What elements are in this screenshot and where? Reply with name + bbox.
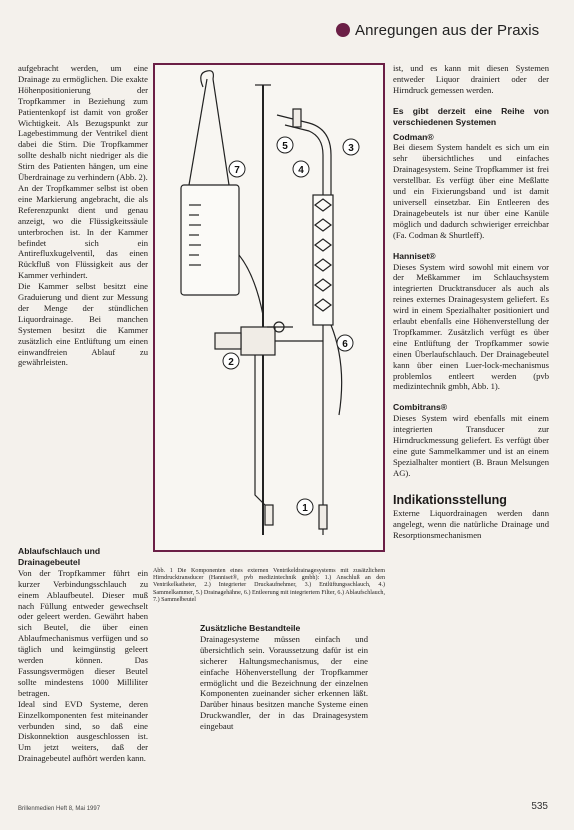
label-7: 7 [234,165,240,176]
paragraph: Bei diesem System handelt es sich um ein sehr übersichtliches und einfaches Drainagesystem. Seine Tropfkammer ist frei verstellbar. Es verfügt über eine Meßlatte und ein Fixierungsband und ist damit universell einsetzbar. Ein Entleeren des Drainagebeutels ist nur über eine Kanüle möglich und dadurch schwieriger erreichbar (Fa. Codman & Shurtleff). [393,142,549,240]
paragraph: Von der Tropfkammer führt ein kurzer Verbindungsschlauch zu einem Ablaufbeutel. Dieser muß nach Füllung entweder gewechselt oder geleert werden. Gewährt haben sich Beutel, die über einen Ablaufmechanismus verfügen und so täglich und keimgünstig geleert werden können. Das Fassungsvermögen dieser Beutel sollte mindestens 1000 Milliliter betragen. [18,567,148,698]
subheading: Ablaufschlauch und [18,546,101,556]
column-middle-bottom [200,623,368,732]
subheading: Zusätzliche Bestandteile [200,623,301,633]
system-title: Combitrans® [393,402,448,413]
label-4: 4 [298,165,304,176]
system-title: Codman® [393,131,434,142]
subheading: Es gibt derzeit eine Reihe von verschiedenen Systemen [393,105,549,127]
drainage-system-diagram [155,65,383,550]
figure-caption: Abb. 1 Die Komponenten eines externen Ventrikeldrainagesystems mit zusätzlichem Hirndrucktransducer (Hanniset®, pvb medizintechnik gmbh): 1.) Anschluß an den Ventrikelkatheter, 2.) Integrierter Druckaufnehmer, 3.) Entlüftungsschlauch, 4.) Sammelkammer, 5.) Drainagehähne, 6.) Entleerung mit integriertem Filter, 6.) Ablaufschlauch, 7.) Sammelbeutel [153,568,385,603]
paragraph: Dieses System wird ebenfalls mit einem integrierten Transducer zur Hirndruckmessung geliefert. Es verfügt über eine gute Sammelkammer und ist an einem Spezialhalter montiert (B. Braun Melsungen AG). [393,413,549,478]
paragraph: ist, und es kann mit diesen Systemen entweder Liquor drainiert oder der Hirndruck gemessen werden. [393,63,549,95]
paragraph: Dieses System wird sowohl mit einem vor der Meßkammer im Schlauchsystem integrierten Drucktransducer als auch als reines externes Drainagesystem geliefert. Es wird in einem Spezialhalter positioniert und erlaubt ebenfalls eine Höhenverstellung der Tropfkammer. Zusätzlich verfügt es über eine Entlüftung der Tropfkammer sowie einen Überlaufschlauch. Der Drainagebeutel kann über einen Luer-lock-mechanismus problemlos entleert werden (pvb medizintechnik gmbh, Abb. 1). [393,261,549,392]
figure-diagram [153,63,385,552]
section-title: Anregungen aus der Praxis [355,21,540,39]
label-6: 6 [342,339,348,350]
column-right [393,63,549,540]
paragraph: Die Kammer selbst besitzt eine Graduierung und dient zur Messung der Menge der stündlichen Liquordrainage. Bei manchen Systemen besitzt die Kammer zusätzlich eine Entlüftung um einen einwandfreien Ablauf zu gewährleisten. [18,281,148,368]
subheading: Drainagebeutel [18,556,81,567]
paragraph: Ideal sind EVD Systeme, deren Einzelkomponenten fest miteinander verbunden sind, so daß eine Diskonnektion ausgeschlossen ist. Um jetzt weiters, daß der Drainagebeutel aufhört werden kann. [18,698,148,764]
label-3: 3 [348,143,354,154]
label-5: 5 [282,141,288,152]
system-title: Hanniset® [393,250,436,261]
page-number: 535 [531,801,548,812]
bullet-dot-icon [336,23,350,37]
paragraph: An der Tropfkammer selbst ist oben eine Markierung angebracht, die als Referenzpunkt dient und genau anzeigt, wo die Flüssigkeitssäule unterbrochen ist. In der Kammer befindet sich ein Antirefluxkugelventil, das einen Rückfluß von Flüssigkeit aus der Kammer verhindert. [18,182,148,281]
footer-journal: Brillenmedien Heft 8, Mai 1997 [18,806,101,812]
section-heading: Indikationsstellung [393,492,507,507]
label-1: 1 [302,503,308,514]
paragraph: Externe Liquordrainagen werden dann angelegt, wenn die natürliche Drainage und Resorptionsmechanismen [393,507,549,540]
column-left [18,63,148,368]
column-left-bottom [18,546,148,764]
section-header [336,18,568,42]
paragraph: aufgebracht werden, um eine Drainage zu ermöglichen. Die exakte Höhenpositionierung der Tropfkammer in Beziehung zum Patientenkopf ist damit von großer Wichtigkeit. Als Bezugspunkt zur Lagebestimmung der Ventrikel dient dabei die Stirn. Die Tropfkammer sollte deshalb nicht niedriger als die Stirn des Patienten hängen, um eine Überdrainage zu verhindern (Abb. 2). [18,63,148,183]
label-2: 2 [228,357,234,368]
paragraph: Drainagesysteme müssen einfach und übersichtlich sein. Voraussetzung dafür ist ein sicherer Haltungsmechanismus, der eine einfache Höhenverstellung der Tropfkammer ermöglicht und die Bezeichnung der einzelnen Komponenten zueinander sicher erkennen läßt. Darüber hinaus besitzen manche Systeme einen Druckwandler, der in das Drainagesystem eingebaut [200,633,368,732]
